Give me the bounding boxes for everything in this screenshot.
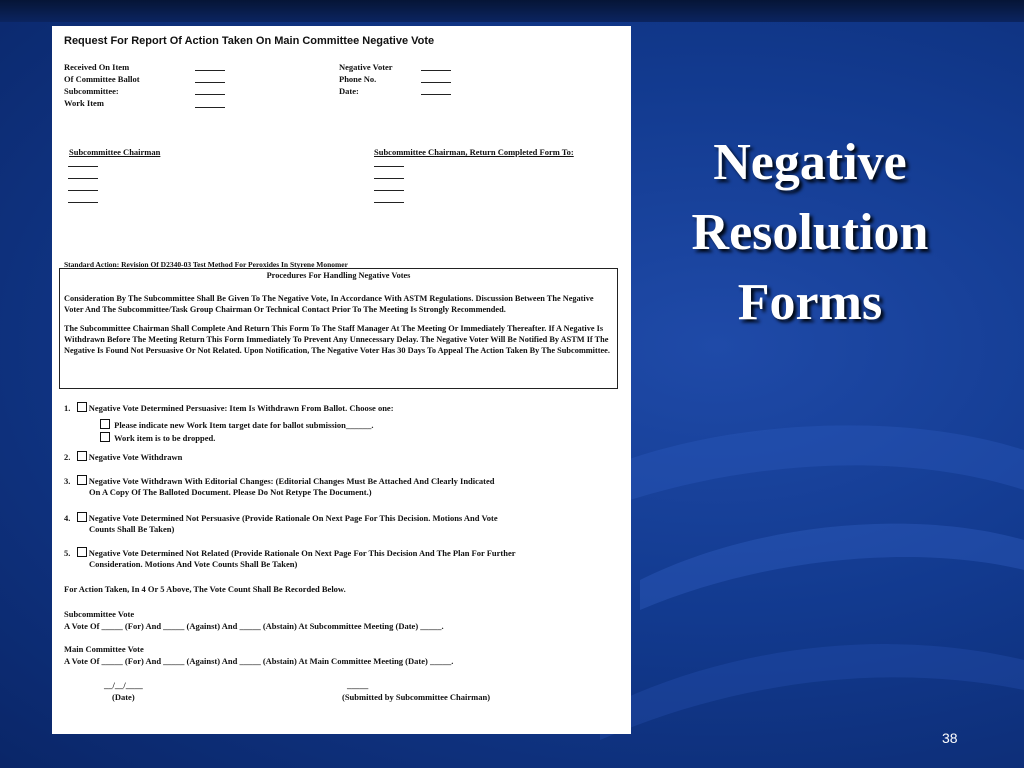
slide-title-line-3: Forms — [737, 274, 883, 331]
blank-line[interactable] — [374, 166, 404, 167]
item-5: 5. Negative Vote Determined Not Related (Provide Rationale On Next Page For This Decision And The Plan For Further — [64, 548, 516, 558]
subcommittee-vote-label: Subcommittee Vote — [64, 609, 135, 619]
submitted-label: (Submitted by Subcommittee Chairman) — [342, 692, 491, 702]
blank-line[interactable] — [68, 178, 98, 179]
blank-line[interactable] — [68, 202, 98, 203]
item-4-continued: Counts Shall Be Taken) — [89, 524, 175, 534]
field-negative-voter: Negative Voter — [339, 62, 393, 72]
left-fields — [64, 61, 140, 109]
procedures-paragraph-1: Consideration By The Subcommittee Shall Be Given To The Negative Vote, In Accordance With ASTM Regulations. Discussion Between The Negative Voter And The Subcommittee/Task Group Chairman Or Technical Contact Prior To The Meeting Is Strongly Recommended. — [64, 294, 594, 314]
background-swoosh — [600, 380, 1024, 768]
item-5-continued: Consideration. Motions And Vote Counts Shall Be Taken) — [89, 559, 298, 569]
slide-title — [640, 128, 980, 338]
submitted-blank[interactable]: _____ — [347, 680, 369, 690]
subcommittee-vote-line[interactable]: A Vote Of _____ (For) And _____ (Against) And _____ (Abstain) At Subcommittee Meeting (Date) _____. — [64, 621, 444, 631]
main-committee-vote-line[interactable]: A Vote Of _____ (For) And _____ (Against) And _____ (Abstain) At Main Committee Meeting (Date) _____. — [64, 656, 454, 666]
procedures-paragraph-2: The Subcommittee Chairman Shall Complete And Return This Form To The Staff Manager At The Meeting Or Immediately Thereafter. If A Negative Is Withdrawn Before The Meeting Return This Form Immediately To Prevent Any Unnecessary Delay. The Negative Voter Will Be Notified By ASTM If The Negative Is Found Not Persuasive Or Not Related. Upon Notification, The Negative Voter Has 30 Days To Appeal The Action Taken By The Subcommittee. — [64, 324, 610, 355]
blank-line[interactable] — [374, 178, 404, 179]
item-3-checkbox[interactable] — [77, 475, 87, 485]
field-phone-no: Phone No. — [339, 74, 377, 84]
item-2-checkbox[interactable] — [77, 451, 87, 461]
item-4-checkbox[interactable] — [77, 512, 87, 522]
item-4: 4. Negative Vote Determined Not Persuasive (Provide Rationale On Next Page For This Decision. Motions And Vote — [64, 513, 498, 523]
blank-line[interactable] — [195, 94, 225, 95]
blank-line[interactable] — [68, 190, 98, 191]
option-b-checkbox[interactable] — [100, 432, 110, 442]
slide-title-line-2: Resolution — [691, 204, 929, 261]
item-5-checkbox[interactable] — [77, 547, 87, 557]
field-received-on-item: Received On Item — [64, 62, 130, 72]
date-blank[interactable]: __/__/____ — [104, 680, 143, 690]
blank-line[interactable] — [374, 202, 404, 203]
vote-count-note: For Action Taken, In 4 Or 5 Above, The Vote Count Shall Be Recorded Below. — [64, 584, 346, 594]
main-committee-vote-label: Main Committee Vote — [64, 644, 144, 654]
blank-line[interactable] — [68, 166, 98, 167]
field-date: Date: — [339, 86, 359, 96]
field-work-item: Work Item — [64, 98, 104, 108]
top-band — [0, 0, 1024, 22]
item-1: 1. Negative Vote Determined Persuasive: Item Is Withdrawn From Ballot. Choose one: — [64, 403, 394, 413]
right-fields — [339, 61, 393, 97]
item-3-continued: On A Copy Of The Balloted Document. Please Do Not Retype The Document.) — [89, 487, 372, 497]
form-title: Request For Report Of Action Taken On Main Committee Negative Vote — [64, 35, 435, 47]
procedures-heading: Procedures For Handling Negative Votes — [266, 271, 411, 280]
return-form-to-label: Subcommittee Chairman, Return Completed Form To: — [374, 147, 574, 157]
subcommittee-chairman-label: Subcommittee Chairman — [69, 147, 161, 157]
blank-line[interactable] — [195, 107, 225, 108]
item-2: 2. Negative Vote Withdrawn — [64, 452, 183, 462]
field-of-committee-ballot: Of Committee Ballot — [64, 74, 140, 84]
blank-line[interactable] — [195, 82, 225, 83]
item-1-option-a: Please indicate new Work Item target date for ballot submission______. — [100, 419, 374, 431]
item-1-checkbox[interactable] — [77, 402, 87, 412]
slide-title-line-1: Negative — [713, 134, 907, 191]
blank-line[interactable] — [421, 82, 451, 83]
form-document — [52, 26, 631, 734]
procedures-box — [59, 268, 618, 389]
blank-line[interactable] — [195, 70, 225, 71]
item-1-option-b: Work item is to be dropped. — [100, 432, 215, 444]
item-3: 3. Negative Vote Withdrawn With Editorial Changes: (Editorial Changes Must Be Attached And Clearly Indicated — [64, 476, 495, 486]
standard-action: Standard Action: Revision Of D2340-03 Test Method For Peroxides In Styrene Monomer — [64, 260, 348, 269]
blank-line[interactable] — [374, 190, 404, 191]
date-label: (Date) — [112, 692, 135, 702]
option-a-checkbox[interactable] — [100, 419, 110, 429]
blank-line[interactable] — [421, 70, 451, 71]
field-subcommittee: Subcommittee: — [64, 86, 119, 96]
blank-line[interactable] — [421, 94, 451, 95]
page-number: 38 — [942, 730, 958, 746]
